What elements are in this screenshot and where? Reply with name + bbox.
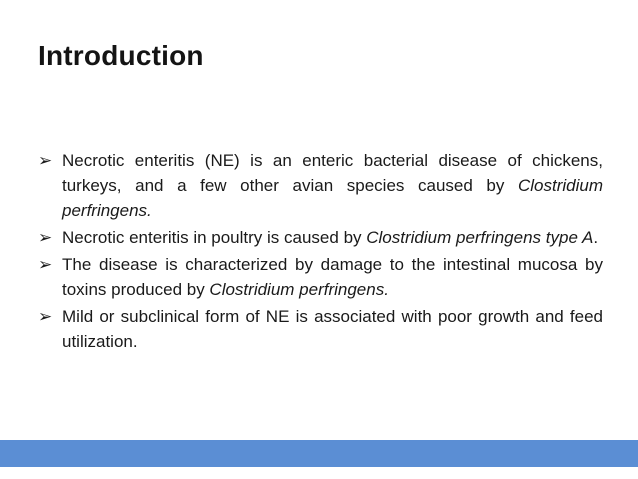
bullet-text <box>62 225 603 250</box>
bullet-text <box>62 304 603 354</box>
slide-title: Introduction <box>38 40 204 71</box>
bullet-text-part: Necrotic enteritis (NE) is an enteric bacterial disease of chickens, turkeys, and a few other avian species caused by <box>62 151 603 195</box>
bullet-text-part: . <box>593 228 599 247</box>
arrow-bullet-icon: ➢ <box>38 307 53 326</box>
bullet-item-2 <box>38 225 603 250</box>
bullet-text <box>62 148 603 223</box>
bullet-item-4 <box>38 304 603 354</box>
bullet-item-1 <box>38 148 603 223</box>
bullet-text-part: The disease is characterized by damage to the intestinal mucosa by toxins produced by <box>62 255 603 299</box>
bullet-text-italic: Clostridium perfringens. <box>62 176 603 220</box>
bullet-text-italic: Clostridium perfringens. <box>209 280 389 299</box>
bullet-text <box>62 252 603 302</box>
bullet-text-part: Mild or subclinical form of NE is associated with poor growth and feed utilization. <box>62 307 603 351</box>
arrow-bullet-icon: ➢ <box>38 255 53 274</box>
bullet-text-italic: Clostridium perfringens type A <box>366 228 594 247</box>
footer-bar <box>0 440 638 467</box>
bullet-item-3 <box>38 252 603 302</box>
arrow-bullet-icon: ➢ <box>38 228 53 247</box>
arrow-bullet-icon: ➢ <box>38 151 53 170</box>
bullet-list <box>38 148 603 356</box>
bullet-text-part: Necrotic enteritis in poultry is caused by <box>62 228 367 247</box>
